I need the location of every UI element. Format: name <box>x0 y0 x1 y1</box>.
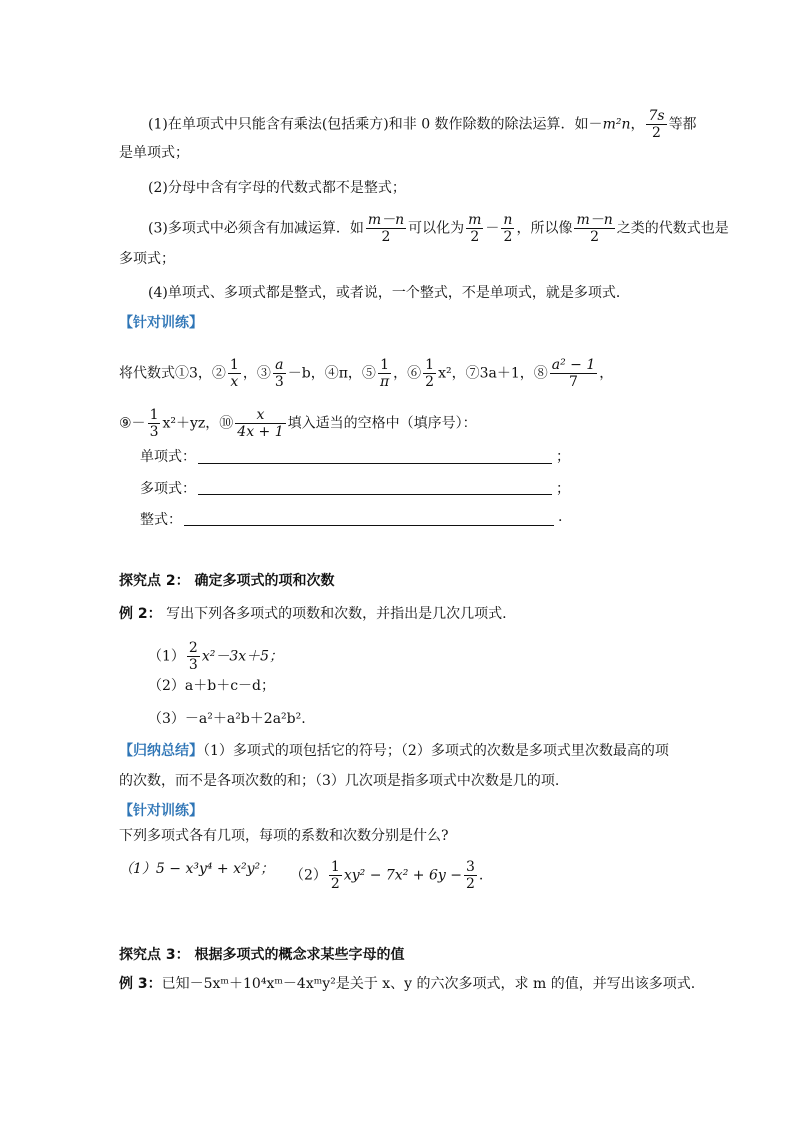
example-3 <box>119 974 695 994</box>
fraction-denominator: 2 <box>330 876 340 892</box>
label-monomial: 单项式： <box>140 449 196 465</box>
fraction-denominator: 7 <box>569 374 578 390</box>
example-2 <box>119 604 507 624</box>
blank-integral-end: . <box>558 509 563 525</box>
example-text: 已知－5xᵐ＋10⁴xᵐ－4xᵐy²是关于 x、y 的六次多项式，求 m 的值，并写出该多项式. <box>161 976 696 992</box>
fraction-numerator: m－n <box>367 212 405 228</box>
example-2-item-1 <box>148 640 283 673</box>
example-label: 例 2： <box>119 606 162 622</box>
fraction-a-over-3 <box>273 357 286 390</box>
note-1-tail: 等都 <box>668 116 697 133</box>
fraction-denominator: 4x + 1 <box>237 424 284 440</box>
fraction-denominator: 2 <box>503 229 513 245</box>
question-text: 将代数式①3，② <box>119 365 226 382</box>
label-integral: 整式： <box>140 512 182 528</box>
question-text: x²，⑦3a＋1，⑧ <box>438 365 548 382</box>
note-1-continuation: 是单项式； <box>119 145 189 161</box>
fraction-x-over-4x-plus-1 <box>235 407 285 440</box>
example-2-item-3: （3）－a²＋a²b＋2a²b². <box>148 711 306 727</box>
question-text: x²＋yz，⑩ <box>162 415 234 432</box>
fraction-1-over-2 <box>423 357 436 390</box>
note-3 <box>148 212 729 245</box>
fraction-denominator: 2 <box>465 876 475 892</box>
fraction-numerator: m <box>468 212 482 228</box>
fraction-7s-over-2 <box>646 108 666 141</box>
item-number: （2） <box>290 867 327 884</box>
summary-line-1 <box>119 741 669 761</box>
fraction-3-over-2 <box>464 859 477 892</box>
fraction-1-over-pi <box>378 357 391 390</box>
item-expression: x²－3x＋5； <box>201 648 284 665</box>
note-2: (2)分母中含有字母的代数式都不是整式； <box>148 180 406 196</box>
question-text: 填入适当的空格中（填序号）： <box>287 415 477 432</box>
question-text: －b，④π，⑤ <box>287 365 376 382</box>
training-heading-2: 【针对训练】 <box>119 803 203 819</box>
minus-sign: － <box>485 220 500 237</box>
fraction-denominator: 2 <box>590 229 600 245</box>
fraction-numerator: n <box>503 212 513 228</box>
fraction-denominator: 3 <box>188 657 198 673</box>
blank-polynomial-end: ； <box>556 481 570 497</box>
question-text: ，⑥ <box>393 365 422 382</box>
fraction-numerator: a <box>273 357 286 374</box>
note-3-text-mid2: ，所以像 <box>516 220 573 237</box>
blank-monomial[interactable] <box>198 463 552 464</box>
fraction-denominator: x <box>230 374 239 390</box>
item-number: （1） <box>148 648 185 665</box>
training-2-item-2 <box>290 859 483 892</box>
note-1: (1)在单项式中只能含有乘法(包括乘方)和非 0 数作除数的除法运算．如－m²n， $\frac{7s}{2}$ 等都 <box>148 108 697 141</box>
fraction-denominator: 2 <box>425 374 435 390</box>
fraction-a2-minus-1-over-7 <box>550 357 598 390</box>
fraction-numerator: 1 <box>330 859 340 875</box>
example-2-item-2: （2）a＋b＋c－d； <box>148 678 276 694</box>
note-3-continuation: 多项式； <box>119 251 175 267</box>
item-expression: xy² − 7x² + 6y − <box>343 867 462 884</box>
blank-monomial-end: ； <box>556 449 570 465</box>
fraction-1-over-3 <box>148 407 161 440</box>
note-3-tail: 之类的代数式也是 <box>616 220 729 237</box>
fraction-denominator: 2 <box>381 229 391 245</box>
fraction-denominator: 2 <box>652 125 661 141</box>
fraction-numerator: 2 <box>188 640 198 656</box>
fraction-numerator: 1 <box>425 357 435 373</box>
fraction-denominator: 2 <box>470 229 480 245</box>
fraction-numerator: x <box>235 407 285 424</box>
fraction-1-over-x <box>228 357 241 390</box>
training-1-question-line-1 <box>119 357 613 390</box>
training-2-item-1 <box>119 859 274 879</box>
training-heading-1: 【针对训练】 <box>119 315 203 331</box>
blank-integral[interactable] <box>184 525 554 526</box>
section-heading-point-2: 探究点 2： 确定多项式的项和次数 <box>119 573 335 589</box>
training-1-question-line-2 <box>119 407 477 440</box>
item-expression: （1）5 − x³y⁴ + x²y²； <box>119 861 275 877</box>
summary-text: （1）多项式的项包括它的符号；（2）多项式的次数是多项式里次数最高的项 <box>203 743 669 759</box>
question-text: ⑨－ <box>119 415 146 432</box>
question-text: ， <box>599 365 614 382</box>
note-3-text: (3)多项式中必须含有加减运算．如 <box>148 220 364 237</box>
fraction-numerator: 1 <box>378 357 391 374</box>
example-label: 例 3： <box>119 976 162 992</box>
question-text: ，③ <box>242 365 271 382</box>
note-3-text-mid: 可以化为 <box>408 220 465 237</box>
summary-line-2: 的次数，而不是各项次数的和；（3）几次项是指多项式中次数是几的项. <box>119 773 560 789</box>
fraction-numerator: 3 <box>465 859 475 875</box>
label-polynomial: 多项式： <box>140 481 196 497</box>
note-4: (4)单项式、多项式都是整式，或者说，一个整式，不是单项式，就是多项式． <box>148 285 630 301</box>
fraction-numerator: a² − 1 <box>551 357 596 373</box>
fraction-denominator: 3 <box>274 374 284 390</box>
fraction-numerator: 1 <box>149 407 159 423</box>
blank-polynomial[interactable] <box>198 494 552 495</box>
section-heading-point-3: 探究点 3： 根据多项式的概念求某些字母的值 <box>119 947 405 963</box>
fraction-m-minus-n-over-2 <box>366 212 406 245</box>
fraction-m-minus-n-over-2-b <box>574 212 614 245</box>
fraction-denominator: π <box>379 374 390 390</box>
example-text: 写出下列各多项式的项数和次数，并指出是几次几项式. <box>161 606 507 622</box>
fraction-n-over-2 <box>501 212 514 245</box>
fraction-1-over-2 <box>329 859 342 892</box>
fraction-numerator: m－n <box>576 212 613 228</box>
fraction-m-over-2 <box>466 212 483 245</box>
note-1-text: (1)在单项式中只能含有乘法(包括乘方)和非 0 数作除数的除法运算．如－ <box>148 116 603 133</box>
fraction-numerator: 7s <box>648 108 665 124</box>
summary-tag: 【归纳总结】 <box>119 743 203 759</box>
fraction-2-over-3 <box>187 640 200 673</box>
item-end: . <box>478 867 484 884</box>
note-1-monomial: m²n <box>602 116 631 133</box>
training-2-question: 下列多项式各有几项，每项的系数和次数分别是什么? <box>119 828 449 844</box>
fraction-denominator: 3 <box>149 424 159 440</box>
fraction-numerator: 1 <box>229 357 239 373</box>
